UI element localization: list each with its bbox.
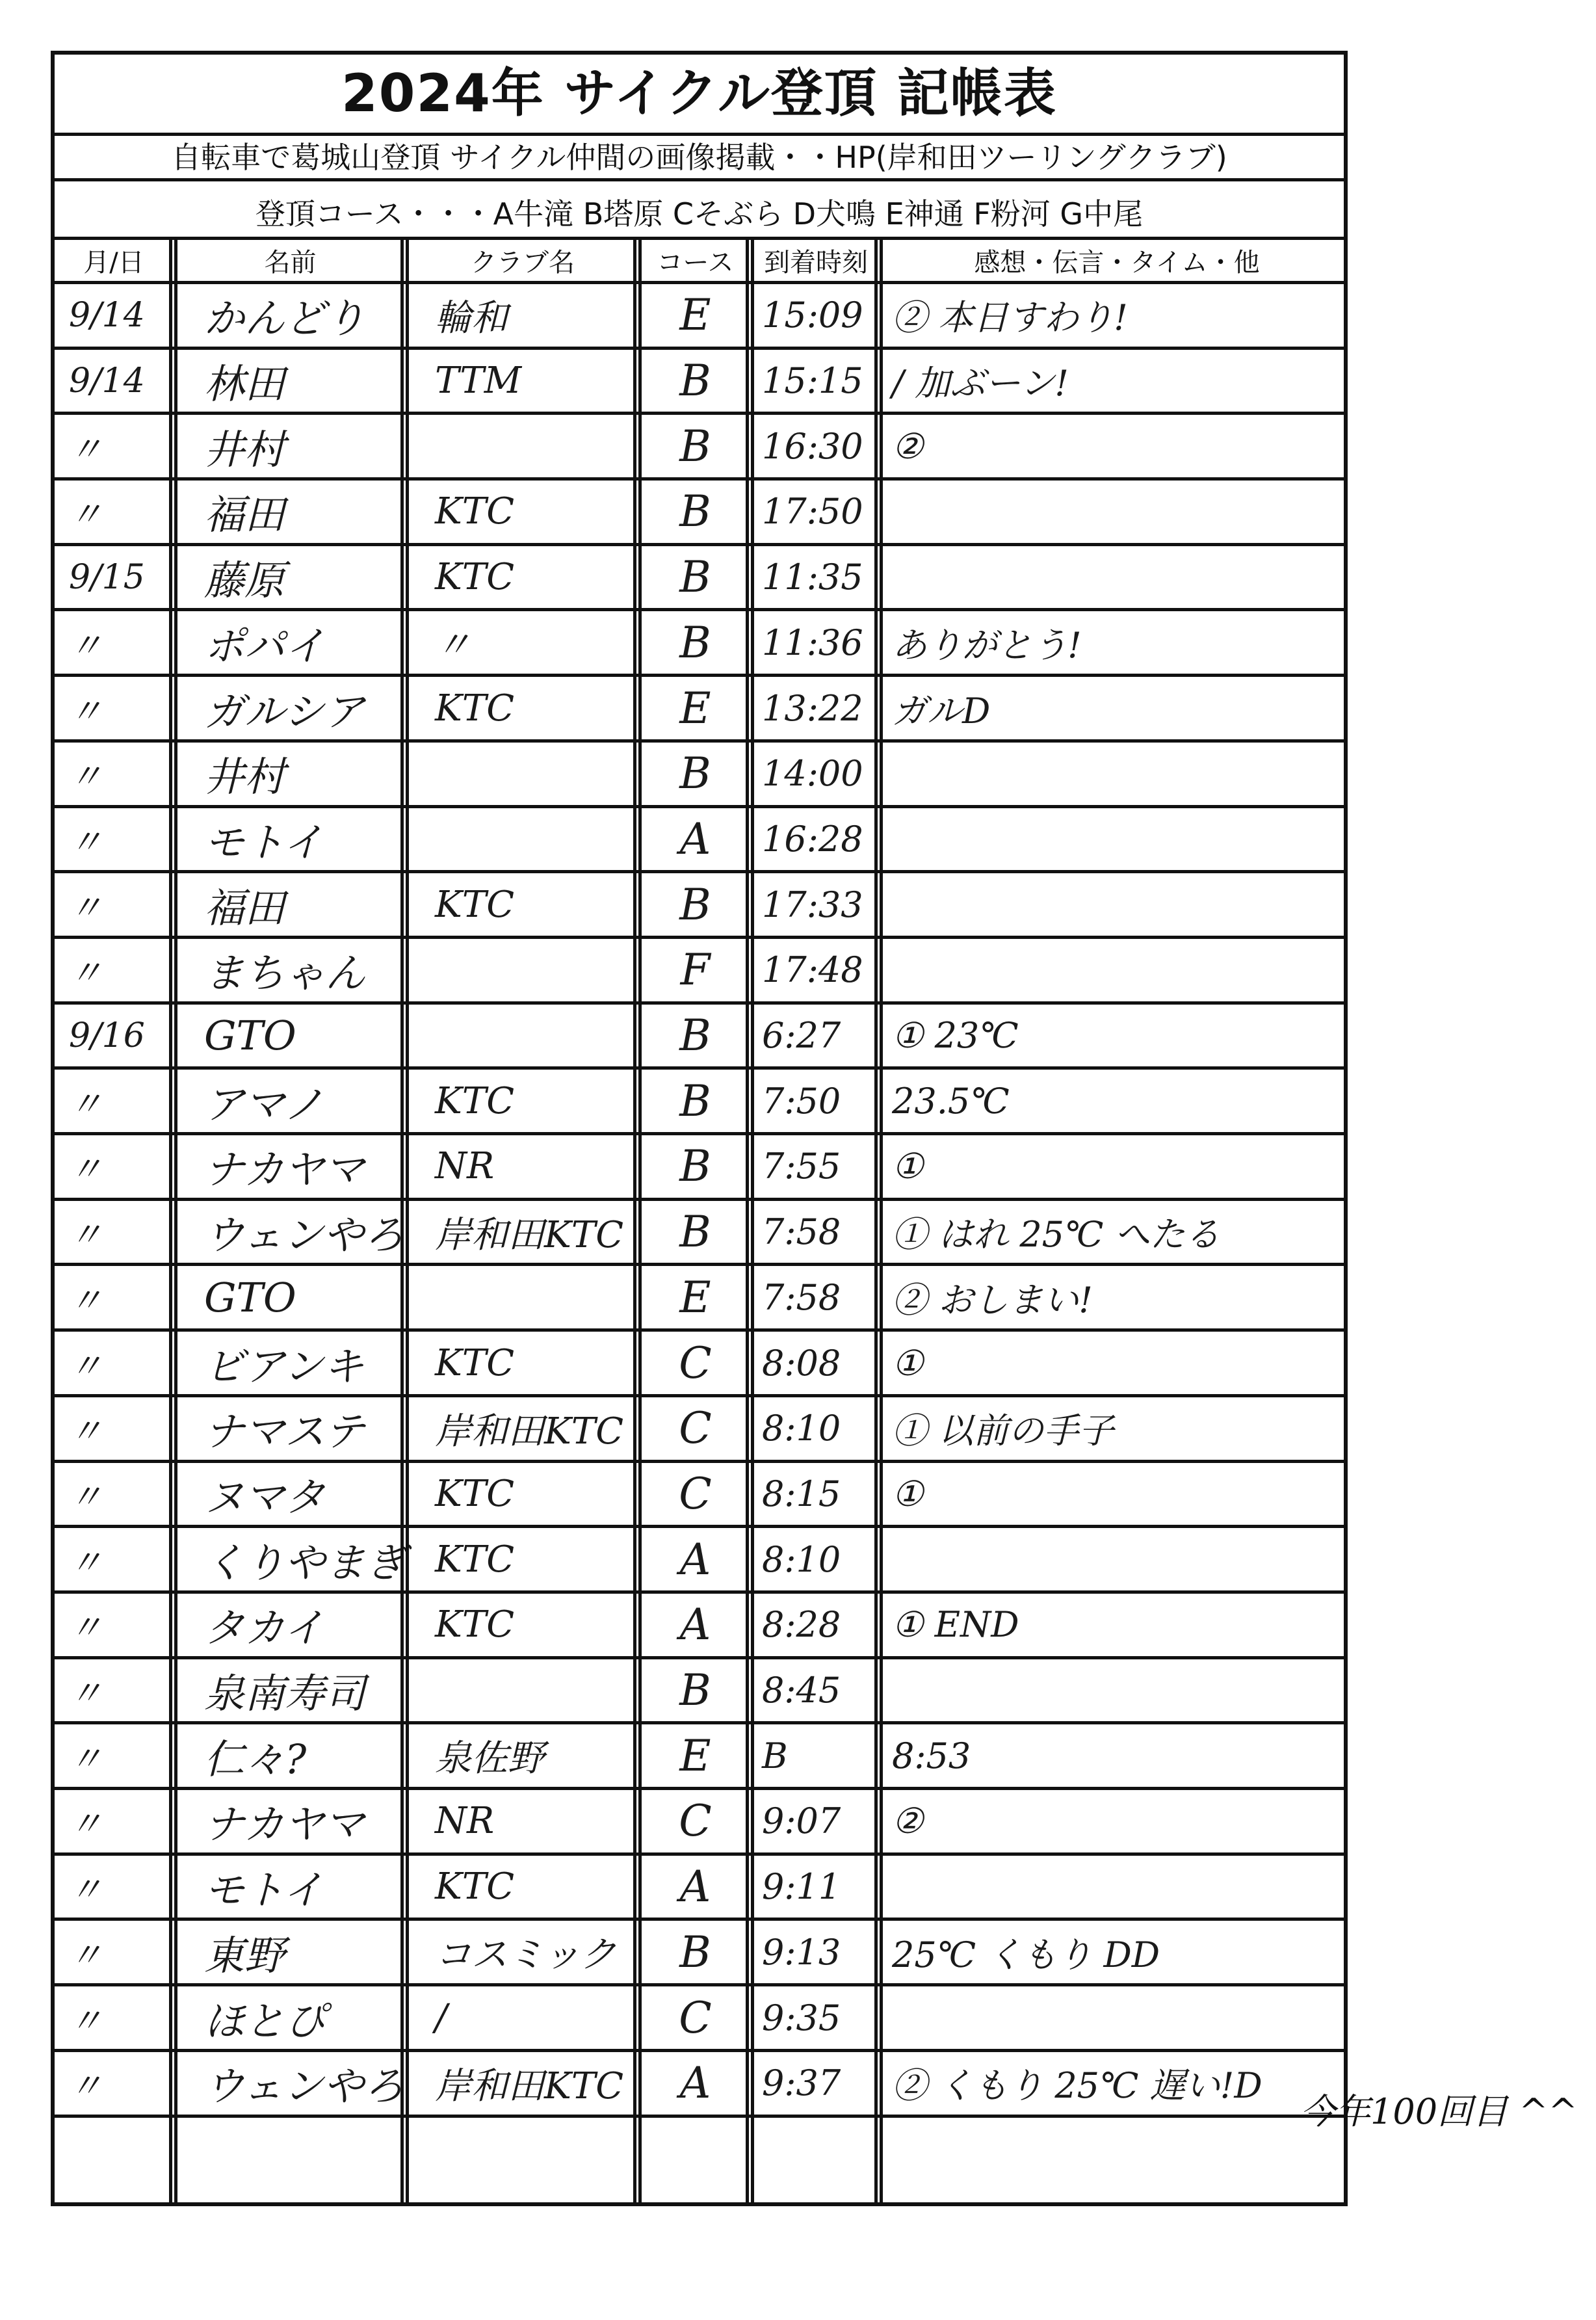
cell-date: 9/14 [69,295,145,335]
cell-memo [883,1528,1351,1590]
cell-course: C [679,1992,712,2043]
table-row [55,743,1344,808]
cell-course: E [679,683,711,733]
header-memo: 感想・伝言・タイム・他 [974,248,1260,278]
cell-club [409,1267,636,1329]
cell-name: 福田 [204,491,285,539]
cell-date: 〃 [69,1609,103,1648]
cell-course: C [679,1468,712,1519]
cell-time: 15:09 [762,295,863,336]
cell-course: F [680,945,711,995]
table-row [55,677,1344,743]
table-row [55,873,1344,939]
cell-time: 9:13 [762,1931,841,1973]
cell-date: 〃 [69,823,103,862]
cell-time: 17:50 [762,491,863,533]
table-row [55,1528,1344,1594]
table-row [55,2052,1344,2118]
cell-club [409,939,636,1001]
cell-memo [883,939,1351,1001]
cell-club: / [435,1996,447,2039]
cell-name: タカイ [204,1604,324,1652]
header-date: 月/日 [83,248,144,278]
cell-date: 〃 [69,954,103,994]
cell-time: 9:35 [762,1997,841,2038]
cell-date: 9/14 [69,361,145,401]
cell-time: 8:45 [762,1670,841,1711]
cell-club: KTC [435,687,515,730]
page-title-text: 2024年 サイクル登頂 記帳表 [341,63,1057,124]
cell-course: B [679,748,711,799]
cell-memo: 8:53 [892,1735,971,1776]
cell-course: B [679,617,711,668]
column-divider [874,240,883,2202]
cell-name: 井村 [204,753,285,801]
cell-club: 輪和 [435,297,508,339]
cell-memo: ② くもり 25℃ 遅い!D [892,2065,1262,2107]
cell-time: 8:10 [762,1538,841,1580]
cell-name: GTO [204,1012,296,1060]
cell-club: 岸和田KTC [435,1213,624,1256]
cell-club [409,1005,636,1067]
table-row [55,284,1344,350]
table-row [55,1267,1344,1332]
table-row [55,481,1344,546]
cell-memo: ありがとう! [892,624,1082,666]
table-row [55,1986,1344,2052]
cell-club: KTC [435,1079,515,1122]
cell-date: 〃 [69,1085,103,1124]
cell-memo [883,808,1351,871]
cell-memo [883,481,1351,543]
subtitle: 自転車で葛城山登頂 サイクル仲間の画像掲載・・HP(岸和田ツーリングクラブ) [55,136,1344,181]
header-course: コース [657,248,734,278]
table-row [55,1332,1344,1397]
cell-name: 東野 [204,1931,285,1979]
cell-memo: ② [892,425,924,467]
cell-date: 〃 [69,692,103,732]
table-row [55,1594,1344,1659]
cell-date: 〃 [69,1216,103,1256]
table-header [55,240,1344,284]
cell-name: ポパイ [204,622,326,670]
cell-course: C [679,1338,712,1388]
cell-memo: ② おしまい! [892,1279,1093,1321]
cell-course: B [679,1075,711,1126]
cell-memo: / 加ぶーン! [892,363,1069,404]
cell-club: NR [435,1800,495,1843]
cell-name: ウェンやろ [204,1211,404,1259]
cell-date: 〃 [69,1150,103,1190]
course-legend: 登頂コース・・・A牛滝 B塔原 Cそぶら D犬鳴 E神通 F粉河 G中尾 [55,181,1344,240]
table-row [55,1921,1344,1987]
cell-name: 藤原 [204,557,285,605]
cell-course: B [679,1207,711,1258]
cell-time: 16:30 [762,425,863,467]
cell-name: くりやまぎ [204,1538,406,1587]
cell-club: KTC [435,490,515,533]
cell-club: 泉佐野 [435,1737,544,1780]
cell-club [409,808,636,871]
cell-name: ビアンキ [204,1342,364,1390]
cell-club: KTC [435,1603,515,1646]
cell-name: 泉南寿司 [204,1670,366,1718]
cell-name: モトイ [204,1866,323,1914]
cell-time: 11:36 [762,622,863,663]
cell-course: C [679,1796,712,1847]
cell-name: 井村 [204,425,285,473]
cell-memo [883,546,1351,609]
cell-time: 13:22 [762,687,863,729]
cell-time: 7:58 [762,1276,841,1318]
ledger-sheet [51,51,1348,2206]
cell-club: KTC [435,1472,515,1515]
margin-note: 今年100回目 ^^ [1300,2091,1578,2132]
table-row [55,612,1344,678]
cell-date: 〃 [69,1739,103,1779]
cell-time: 15:15 [762,360,863,402]
cell-date: 〃 [69,1674,103,1714]
cell-date: 〃 [69,1871,103,1910]
cell-name: ナマステ [204,1408,365,1456]
table-row [55,1005,1344,1070]
column-divider [746,240,754,2202]
cell-time: 8:08 [762,1342,841,1384]
cell-club: コスミック [435,1934,616,1977]
cell-date: 〃 [69,1805,103,1845]
column-divider [169,240,177,2202]
cell-name: ナカヤマ [204,1146,365,1194]
cell-name: ガルシア [204,687,365,735]
cell-date: 〃 [69,2001,103,2041]
cell-time: 6:27 [762,1015,841,1057]
cell-time: 11:35 [762,557,863,598]
cell-memo [883,873,1351,936]
cell-time: 9:07 [762,1800,841,1842]
table-row [55,1463,1344,1529]
cell-date: 〃 [69,2067,103,2107]
cell-date: 〃 [69,1412,103,1452]
cell-course: B [679,421,711,471]
cell-memo [883,1986,1351,2049]
column-divider [400,240,409,2202]
cell-club: TTM [435,360,522,402]
cell-memo: ① [892,1473,924,1514]
cell-date: 9/16 [69,1016,145,1055]
table-row [55,1790,1344,1856]
cell-time: 16:28 [762,818,863,860]
cell-memo: ② [892,1800,924,1842]
cell-course: A [679,1600,711,1650]
cell-memo: 23.5℃ [892,1080,1010,1122]
cell-memo: ② 本日すわり! [892,297,1128,339]
cell-club: NR [435,1145,495,1188]
cell-memo: ① END [892,1604,1019,1646]
cell-course: B [679,1665,711,1716]
cell-course: B [679,486,711,537]
cell-club: 岸和田KTC [435,2064,624,2107]
cell-date: 〃 [69,1477,103,1517]
cell-memo: ① [892,1342,924,1384]
column-divider [633,240,642,2202]
cell-course: B [679,1010,711,1061]
cell-name: GTO [204,1273,296,1321]
cell-course: B [679,879,711,930]
cell-memo: ガルD [892,690,991,732]
cell-date: 〃 [69,1936,103,1975]
table-row [55,1397,1344,1463]
cell-date: 9/15 [69,557,145,597]
table-row [55,1724,1344,1790]
cell-name: モトイ [204,818,323,866]
cell-name: 仁々? [204,1735,307,1783]
table-row [55,1135,1344,1201]
cell-name: ほとぴ [204,1997,326,2045]
cell-date: 〃 [69,626,103,666]
cell-memo [883,1659,1351,1722]
cell-course: A [679,2058,711,2109]
header-club: クラブ名 [471,248,575,278]
cell-name: 林田 [204,360,285,408]
cell-memo: ① はれ 25℃ へたる [892,1214,1220,1256]
table-row [55,1659,1344,1725]
cell-memo: 25℃ くもり DD [892,1934,1160,1975]
cell-name: ヌマタ [204,1473,326,1521]
cell-club: KTC [435,1865,515,1908]
cell-date: 〃 [69,758,103,797]
cell-course: B [679,1927,711,1977]
cell-time: 7:58 [762,1211,841,1253]
cell-time: 17:48 [762,949,863,991]
table-row [55,546,1344,612]
cell-date: 〃 [69,495,103,535]
cell-time: 8:10 [762,1408,841,1449]
cell-date: 〃 [69,1281,103,1321]
cell-name: ナカヤマ [204,1800,365,1849]
cell-time: 7:55 [762,1146,841,1187]
cell-date: 〃 [69,1347,103,1386]
table-row [55,415,1344,481]
cell-club: KTC [435,1341,515,1384]
table-row [55,1070,1344,1135]
cell-time: 9:11 [762,1866,841,1908]
cell-memo: ① 23℃ [892,1015,1019,1057]
cell-memo [883,1856,1351,1918]
cell-club: KTC [435,556,515,599]
table-row [55,1856,1344,1921]
cell-course: E [679,1730,711,1781]
cell-club: 〃 [435,624,471,667]
cell-time: 8:15 [762,1473,841,1514]
cell-course: A [679,1862,711,1912]
cell-club [409,1659,636,1722]
cell-time: 7:50 [762,1080,841,1122]
cell-name: かんどり [204,295,366,343]
cell-club: KTC [435,1538,515,1581]
cell-date: 〃 [69,888,103,928]
table-row [55,939,1344,1005]
cell-date: 〃 [69,1543,103,1583]
cell-date: 〃 [69,430,103,469]
cell-memo [883,743,1351,805]
cell-name: まちゃん [204,949,366,997]
cell-time: 9:37 [762,2063,841,2104]
cell-course: B [679,1141,711,1192]
cell-time: B [762,1735,788,1776]
header-time: 到着時刻 [764,248,868,278]
page-title [55,55,1344,136]
cell-course: C [679,1403,712,1454]
table-row [55,808,1344,874]
cell-name: アマノ [204,1080,324,1128]
cell-time: 8:28 [762,1604,841,1646]
table-row [55,1201,1344,1267]
cell-club: KTC [435,883,515,926]
header-name: 名前 [264,248,317,278]
cell-club: 岸和田KTC [435,1410,624,1453]
cell-memo: ① [892,1146,924,1187]
cell-time: 14:00 [762,753,863,795]
cell-course: A [679,1534,711,1585]
cell-time: 17:33 [762,884,863,925]
cell-course: E [679,290,711,341]
cell-club [409,415,636,477]
cell-name: 福田 [204,884,285,932]
cell-club [409,743,636,805]
cell-course: B [679,356,711,406]
ledger-table [55,240,1344,2202]
cell-memo: ① 以前の手子 [892,1410,1114,1452]
cell-course: A [679,813,711,864]
cell-course: B [679,552,711,603]
cell-course: E [679,1272,711,1323]
cell-name: ウェンやろ [204,2063,404,2111]
table-row [55,350,1344,415]
